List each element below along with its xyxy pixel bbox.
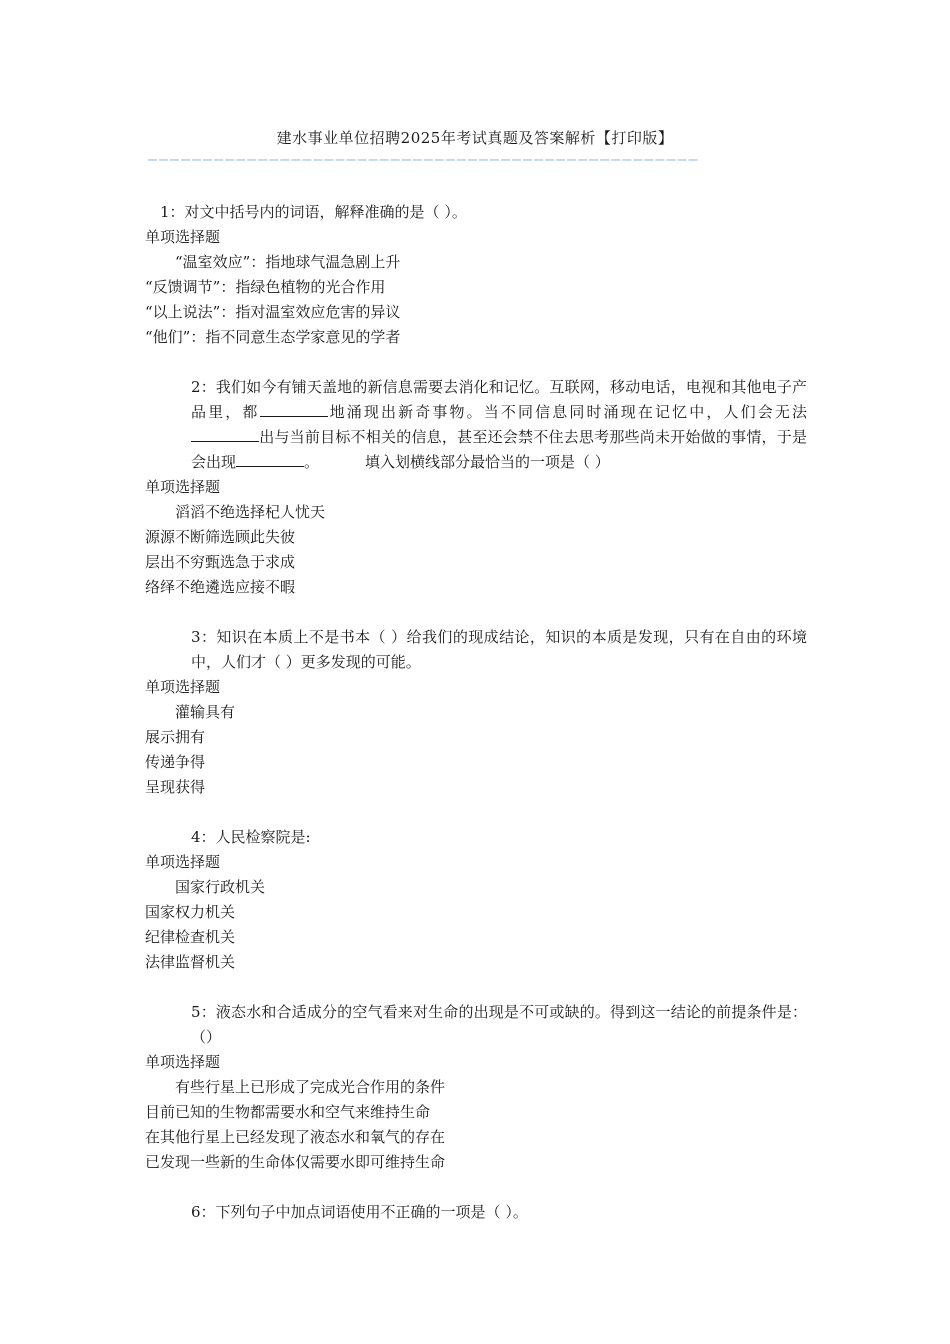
blank-1 xyxy=(260,401,328,417)
option-a: 有些行星上已形成了完成光合作用的条件 xyxy=(175,1078,446,1096)
question-type: 单项选择题 xyxy=(145,678,221,696)
document-title: 建水事业单位招聘2025年考试真题及答案解析【打印版】 xyxy=(276,129,674,147)
stem-part-5: 填入划横线部分最恰当的一项是（ ） xyxy=(365,453,610,471)
question-stem: 4：人民检察院是: xyxy=(191,828,311,846)
question-stem: 3：知识在本质上不是书本（ ）给我们的现成结论，知识的本质是发现，只有在自由的环境中，人们才（ ）更多发现的可能。 xyxy=(191,628,807,671)
option-b: 展示拥有 xyxy=(145,728,206,746)
option-c: 纪律检查机关 xyxy=(145,928,236,946)
option-d: “他们”：指不同意生态学家意见的学者 xyxy=(145,328,401,346)
option-b: “反馈调节”：指绿色植物的光合作用 xyxy=(145,278,386,296)
blank-3 xyxy=(236,451,304,467)
option-a: 国家行政机关 xyxy=(175,878,266,896)
blank-2 xyxy=(191,426,259,442)
option-a: 滔滔不绝选择杞人忧天 xyxy=(175,503,326,521)
stem-part-1: 2：我们如今有铺天盖地的新信息需要去消化和记忆。互联网，移动电话，电视和其他电子产品里，都 xyxy=(191,378,807,421)
question-stem: 1：对文中括号内的词语，解释准确的是（ ）。 xyxy=(160,203,467,221)
option-b: 源源不断筛选顾此失彼 xyxy=(145,528,296,546)
question-stem xyxy=(145,375,807,475)
option-a: “温室效应”：指地球气温急剧上升 xyxy=(175,253,401,271)
option-d: 呈现获得 xyxy=(145,778,206,796)
question-type: 单项选择题 xyxy=(145,228,221,246)
question-type: 单项选择题 xyxy=(145,853,221,871)
question-type: 单项选择题 xyxy=(145,1053,221,1071)
question-4 xyxy=(145,825,807,975)
option-d: 已发现一些新的生命体仅需要水即可维持生命 xyxy=(145,1153,446,1171)
question-6 xyxy=(145,1200,807,1225)
stem-part-4: 。 xyxy=(304,453,320,471)
option-a: 灌输具有 xyxy=(175,703,236,721)
option-c: 层出不穷甄选急于求成 xyxy=(145,553,296,571)
option-c: 在其他行星上已经发现了液态水和氧气的存在 xyxy=(145,1128,446,1146)
title-divider: —————————————————————————————————————————————————— xyxy=(148,152,700,166)
question-type: 单项选择题 xyxy=(145,478,221,496)
question-stem: 6：下列句子中加点词语使用不正确的一项是（ ）。 xyxy=(191,1203,528,1221)
option-d: 法律监督机关 xyxy=(145,953,236,971)
question-3 xyxy=(145,625,807,800)
question-5 xyxy=(145,1000,807,1175)
question-stem: 5：液态水和合适成分的空气看来对生命的出现是不可或缺的。得到这一结论的前提条件是：（） xyxy=(191,1003,807,1046)
option-c: “以上说法”：指对温室效应危害的异议 xyxy=(145,303,401,321)
option-d: 络绎不绝遴选应接不暇 xyxy=(145,578,296,596)
option-b: 国家权力机关 xyxy=(145,903,236,921)
option-b: 目前已知的生物都需要水和空气来维持生命 xyxy=(145,1103,431,1121)
stem-part-3: 出与当前目标不相关的信息，甚至还会禁不住去思考那些尚未开始做的事情，于是会出现 xyxy=(191,428,807,471)
stem-part-2: 地涌现出新奇事物。当不同信息同时涌现在记忆中，人们会无法 xyxy=(327,403,807,421)
option-c: 传递争得 xyxy=(145,753,206,771)
question-1 xyxy=(145,200,807,350)
question-2 xyxy=(145,375,807,600)
question-list xyxy=(145,200,807,1250)
